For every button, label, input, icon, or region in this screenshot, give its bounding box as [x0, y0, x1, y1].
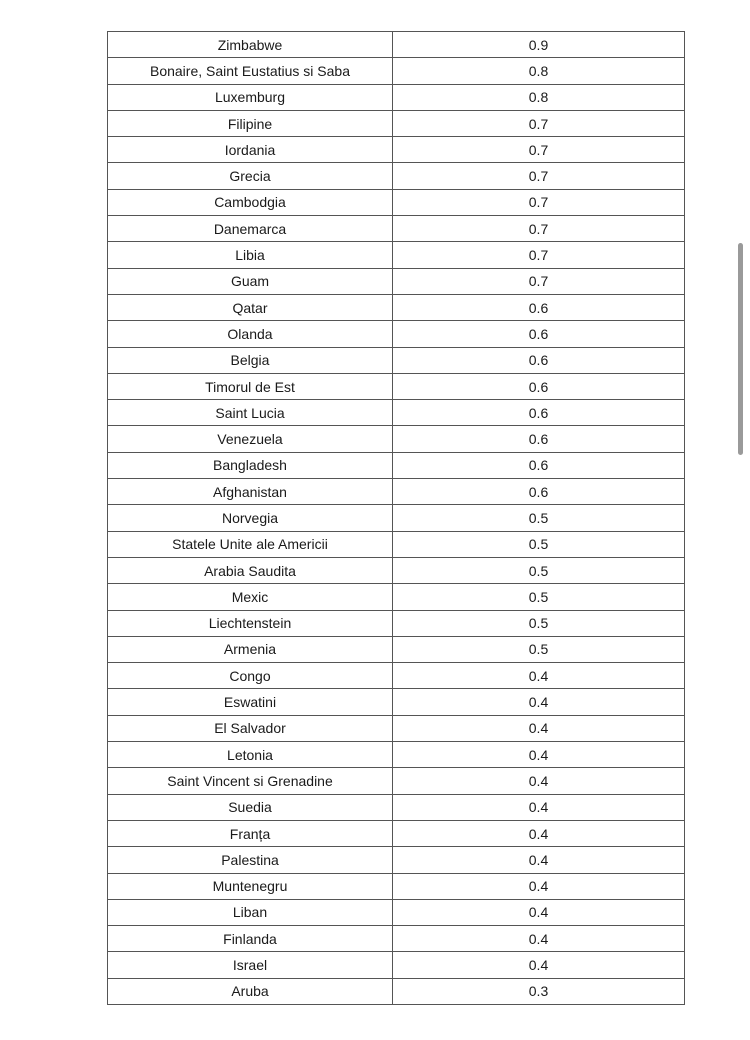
- value-cell: 0.4: [393, 926, 685, 952]
- value-cell: 0.4: [393, 663, 685, 689]
- value-cell: 0.7: [393, 268, 685, 294]
- value-cell: 0.9: [393, 32, 685, 58]
- value-cell: 0.6: [393, 400, 685, 426]
- table-row: [108, 663, 684, 689]
- country-cell: Saint Vincent si Grenadine: [108, 768, 393, 794]
- value-cell: 0.6: [393, 347, 685, 373]
- value-cell: 0.5: [393, 610, 685, 636]
- country-cell: Liban: [108, 899, 393, 925]
- value-cell: 0.4: [393, 715, 685, 741]
- country-cell: Iordania: [108, 137, 393, 163]
- value-cell: 0.4: [393, 742, 685, 768]
- value-cell: 0.5: [393, 505, 685, 531]
- table-row: [108, 610, 684, 636]
- country-cell: Letonia: [108, 742, 393, 768]
- country-cell: Guam: [108, 268, 393, 294]
- value-cell: 0.4: [393, 689, 685, 715]
- country-cell: Congo: [108, 663, 393, 689]
- country-cell: Belgia: [108, 347, 393, 373]
- table-row: [108, 768, 684, 794]
- country-cell: Afghanistan: [108, 479, 393, 505]
- table-row: [108, 479, 684, 505]
- value-cell: 0.7: [393, 137, 685, 163]
- value-cell: 0.6: [393, 426, 685, 452]
- table-row: [108, 216, 684, 242]
- data-table: [108, 32, 684, 1004]
- table-row: [108, 84, 684, 110]
- value-cell: 0.4: [393, 794, 685, 820]
- country-cell: Eswatini: [108, 689, 393, 715]
- table-row: [108, 820, 684, 846]
- country-cell: Olanda: [108, 321, 393, 347]
- value-cell: 0.4: [393, 820, 685, 846]
- table-row: [108, 636, 684, 662]
- table-row: [108, 505, 684, 531]
- table-row: [108, 58, 684, 84]
- scrollbar-thumb[interactable]: [738, 243, 743, 455]
- country-cell: Saint Lucia: [108, 400, 393, 426]
- country-cell: Norvegia: [108, 505, 393, 531]
- value-cell: 0.4: [393, 899, 685, 925]
- table-row: [108, 294, 684, 320]
- country-cell: Danemarca: [108, 216, 393, 242]
- country-cell: Aruba: [108, 978, 393, 1004]
- country-cell: Statele Unite ale Americii: [108, 531, 393, 557]
- table-row: [108, 978, 684, 1004]
- country-cell: Arabia Saudita: [108, 557, 393, 583]
- table-row: [108, 400, 684, 426]
- value-cell: 0.5: [393, 636, 685, 662]
- table-row: [108, 742, 684, 768]
- country-cell: Israel: [108, 952, 393, 978]
- table-row: [108, 32, 684, 58]
- country-cell: Filipine: [108, 110, 393, 136]
- country-cell: Grecia: [108, 163, 393, 189]
- value-cell: 0.6: [393, 452, 685, 478]
- country-cell: Bangladesh: [108, 452, 393, 478]
- country-cell: Finlanda: [108, 926, 393, 952]
- table-row: [108, 347, 684, 373]
- table-row: [108, 110, 684, 136]
- table-body: [108, 32, 684, 1004]
- value-cell: 0.4: [393, 873, 685, 899]
- table-row: [108, 426, 684, 452]
- table-row: [108, 452, 684, 478]
- country-cell: Palestina: [108, 847, 393, 873]
- value-cell: 0.3: [393, 978, 685, 1004]
- value-cell: 0.4: [393, 768, 685, 794]
- table-row: [108, 163, 684, 189]
- country-cell: Liechtenstein: [108, 610, 393, 636]
- country-cell: Muntenegru: [108, 873, 393, 899]
- table-row: [108, 531, 684, 557]
- country-cell: Suedia: [108, 794, 393, 820]
- table-row: [108, 873, 684, 899]
- country-cell: Franța: [108, 820, 393, 846]
- country-value-table: [107, 31, 685, 1005]
- country-cell: Venezuela: [108, 426, 393, 452]
- table-row: [108, 242, 684, 268]
- country-cell: Cambodgia: [108, 189, 393, 215]
- country-cell: Zimbabwe: [108, 32, 393, 58]
- value-cell: 0.6: [393, 373, 685, 399]
- value-cell: 0.6: [393, 479, 685, 505]
- table-row: [108, 321, 684, 347]
- table-row: [108, 794, 684, 820]
- table-row: [108, 557, 684, 583]
- country-cell: Bonaire, Saint Eustatius si Saba: [108, 58, 393, 84]
- table-row: [108, 926, 684, 952]
- country-cell: Armenia: [108, 636, 393, 662]
- value-cell: 0.5: [393, 531, 685, 557]
- table-row: [108, 268, 684, 294]
- table-row: [108, 189, 684, 215]
- table-row: [108, 715, 684, 741]
- table-row: [108, 847, 684, 873]
- value-cell: 0.4: [393, 952, 685, 978]
- table-row: [108, 899, 684, 925]
- table-row: [108, 137, 684, 163]
- value-cell: 0.7: [393, 110, 685, 136]
- value-cell: 0.6: [393, 321, 685, 347]
- value-cell: 0.7: [393, 216, 685, 242]
- country-cell: Timorul de Est: [108, 373, 393, 399]
- value-cell: 0.5: [393, 557, 685, 583]
- country-cell: Luxemburg: [108, 84, 393, 110]
- value-cell: 0.8: [393, 58, 685, 84]
- country-cell: Libia: [108, 242, 393, 268]
- value-cell: 0.5: [393, 584, 685, 610]
- country-cell: Qatar: [108, 294, 393, 320]
- table-row: [108, 952, 684, 978]
- country-cell: El Salvador: [108, 715, 393, 741]
- country-cell: Mexic: [108, 584, 393, 610]
- table-row: [108, 689, 684, 715]
- value-cell: 0.7: [393, 189, 685, 215]
- table-row: [108, 373, 684, 399]
- value-cell: 0.7: [393, 163, 685, 189]
- value-cell: 0.4: [393, 847, 685, 873]
- table-row: [108, 584, 684, 610]
- value-cell: 0.7: [393, 242, 685, 268]
- value-cell: 0.6: [393, 294, 685, 320]
- value-cell: 0.8: [393, 84, 685, 110]
